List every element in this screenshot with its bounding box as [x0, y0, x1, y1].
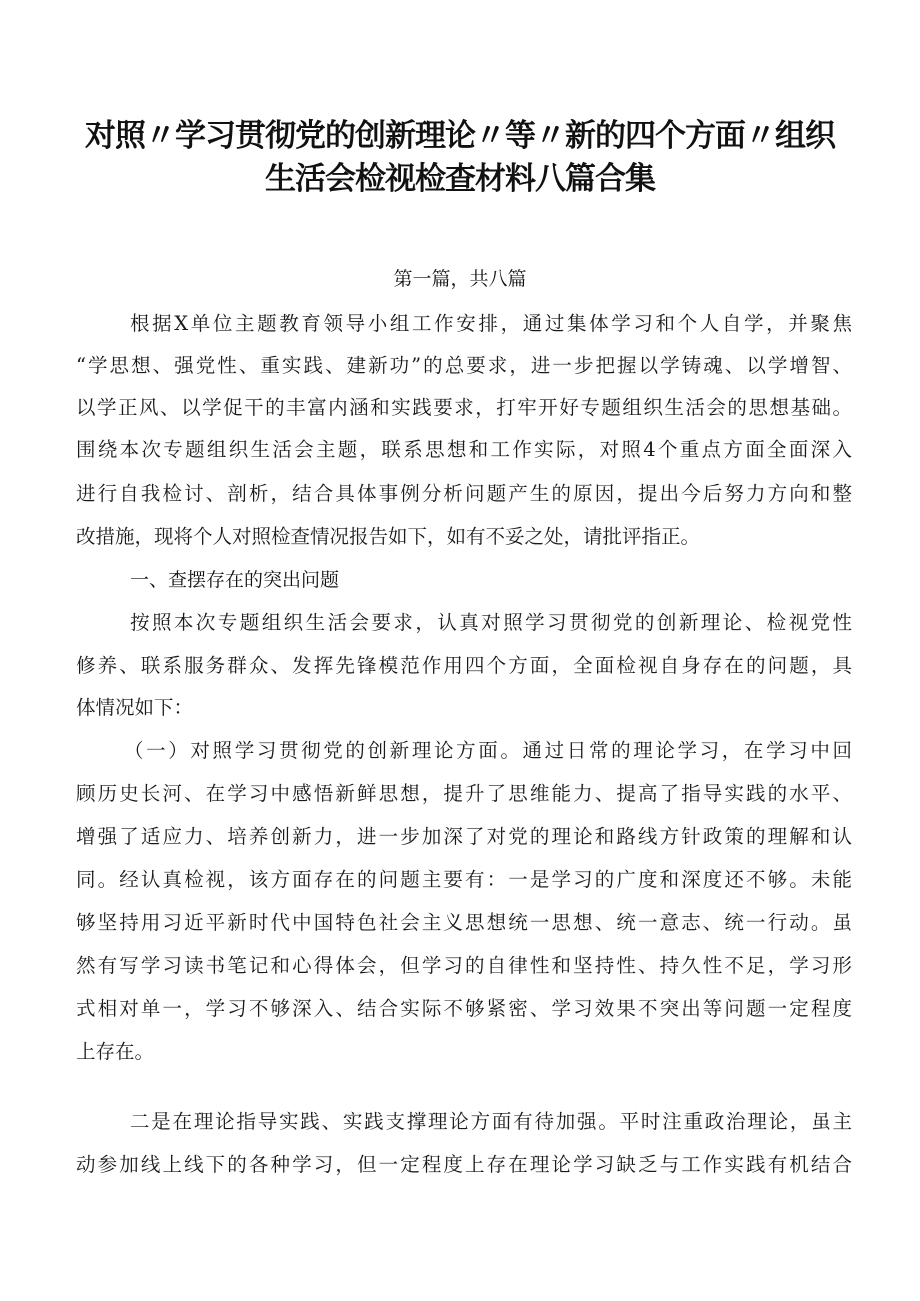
paragraph-3-line: （一）对照学习贯彻党的创新理论方面。通过日常的理论学习，在学习中回 — [124, 739, 852, 762]
paragraph-3-line: 够坚持用习近平新时代中国特色社会主义思想统一思想、统一意志、统一行动。虽 — [76, 911, 852, 934]
paragraph-3-line: 式相对单一，学习不够深入、结合实际不够紧密、学习效果不突出等问题一定程度 — [76, 997, 852, 1020]
paragraph-1-line: 改措施，现将个人对照检查情况报告如下，如有不妥之处，请批评指正。 — [76, 525, 701, 548]
paragraph-3-line: 顾历史长河、在学习中感悟新鲜思想，提升了思维能力、提高了指导实践的水平、 — [76, 782, 852, 805]
paragraph-3-line: 增强了适应力、培养创新力，进一步加深了对党的理论和路线方针政策的理解和认 — [76, 825, 852, 848]
paragraph-3-line: 上存在。 — [76, 1040, 155, 1063]
paragraph-1-line: 根据X单位主题教育领导小组工作安排，通过集体学习和个人自学，并聚焦 — [130, 312, 852, 335]
document-title-line-2: 生活会检视检查材料八篇合集 — [265, 161, 655, 197]
heading-1: 一、查摆存在的突出问题 — [130, 569, 340, 591]
paragraph-2-line: 体情况如下： — [76, 696, 194, 719]
paragraph-1-line: “学思想、强党性、重实践、建新功”的总要求，进一步把握以学铸魂、以学增智、 — [76, 354, 852, 377]
paragraph-2-line: 修养、联系服务群众、发挥先锋模范作用四个方面，全面检视自身存在的问题，具 — [76, 654, 852, 677]
section-title: 第一篇，共八篇 — [393, 268, 527, 290]
paragraph-3-line: 同。经认真检视，该方面存在的问题主要有：一是学习的广度和深度还不够。未能 — [76, 868, 852, 891]
paragraph-4-line: 动参加线上线下的各种学习，但一定程度上存在理论学习缺乏与工作实践有机结合 — [76, 1153, 852, 1176]
paragraph-1-line: 进行自我检讨、剖析，结合具体事例分析问题产生的原因，提出今后努力方向和整 — [76, 482, 852, 505]
paragraph-4-line: 二是在理论指导实践、实践支撑理论方面有待加强。平时注重政治理论，虽主 — [130, 1110, 852, 1133]
paragraph-2-line: 按照本次专题组织生活会要求，认真对照学习贯彻党的创新理论、检视党性 — [130, 611, 852, 634]
paragraph-1-line: 以学正风、以学促干的丰富内涵和实践要求，打牢开好专题组织生活会的思想基础。 — [76, 396, 852, 419]
paragraph-3-line: 然有写学习读书笔记和心得体会，但学习的自律性和坚持性、持久性不足，学习形 — [76, 954, 852, 977]
document-title-line-1: 对照〃学习贯彻党的创新理论〃等〃新的四个方面〃组织 — [85, 118, 835, 154]
paragraph-1-line: 围绕本次专题组织生活会主题，联系思想和工作实际，对照4个重点方面全面深入 — [76, 438, 852, 461]
